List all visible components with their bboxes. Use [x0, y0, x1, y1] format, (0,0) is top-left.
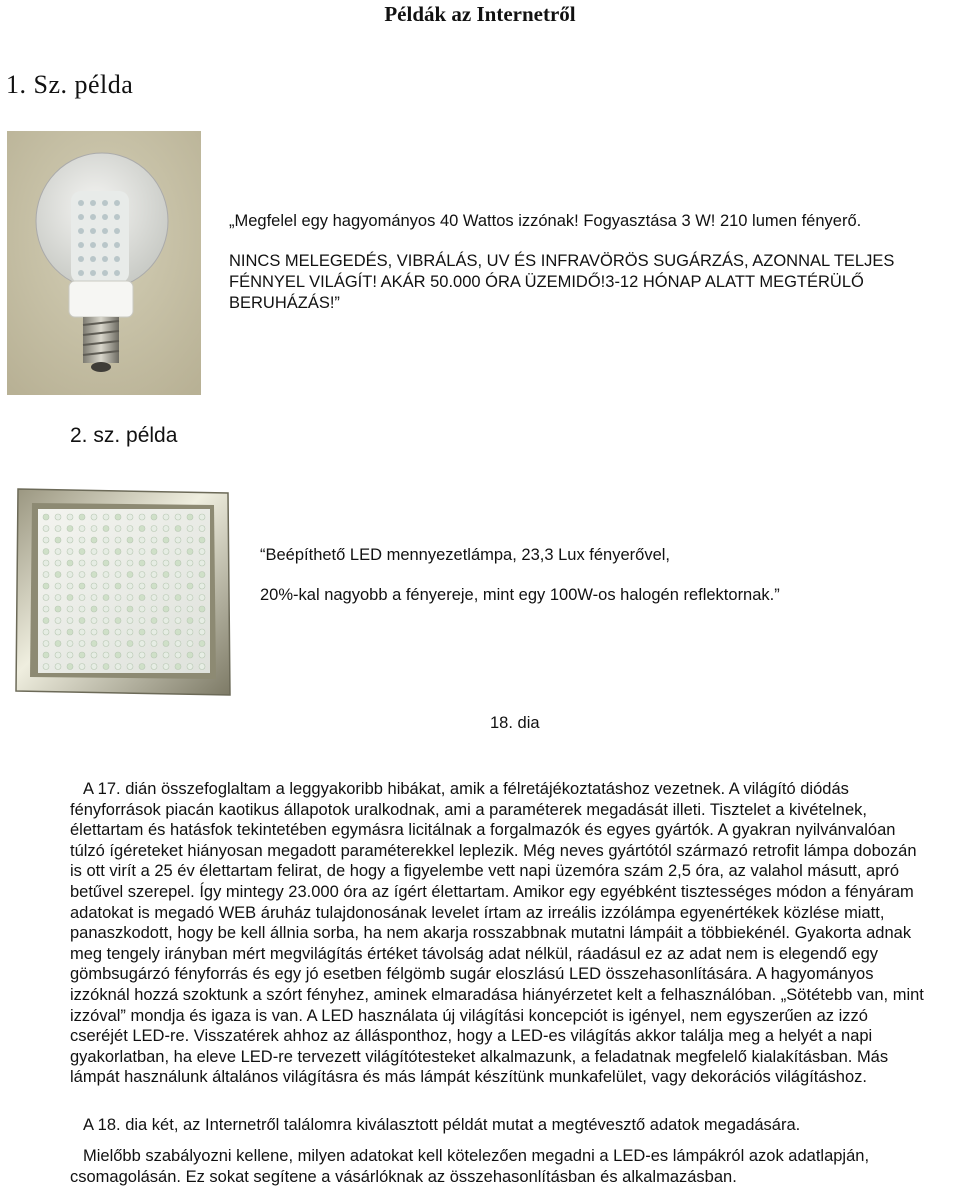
led-dot	[175, 641, 181, 647]
led-dot	[199, 595, 205, 601]
led-dot	[67, 629, 73, 635]
led-dot	[43, 629, 49, 635]
led-dot	[103, 641, 109, 647]
led-dot	[151, 583, 157, 589]
led-dot	[55, 606, 61, 612]
led-dot	[151, 514, 157, 520]
led-dot	[55, 572, 61, 578]
led-dot	[115, 537, 121, 543]
led-dot	[43, 537, 49, 543]
led-dot	[151, 629, 157, 635]
led-ceiling-panel-photo	[14, 487, 232, 697]
led-dot	[67, 583, 73, 589]
led-dot	[199, 629, 205, 635]
led-dot	[91, 560, 97, 566]
led-dot	[103, 664, 109, 670]
body-paragraph-1: A 17. dián összefoglaltam a leggyakoribb hibákat, amik a félretájékoztatáshoz vezetnek. A világító diódás fényforrások piacán kaotikus állapotok uralkodnak, ami a paraméterek megadását illeti. Tisztelet a kivételnek, élettartam és hatásfok tekintetében egymásra licitálnak a forgalmazók és egyes gyártók. A gyakran nyilvánvalóan túlzó ígéreteket hiányosan megadott paraméterekkel leplezik. Még neves gyártótól származó retrofit lámpa dobozán is ott virít a 25 év élettartam felirat, de hogy a figyelembe vett napi üzemóra szám 2,5 óra, az valahol másutt, apró betűvel szerepel. Így mintegy 23.000 óra az ígért élettartam. Amikor egy egyébként tisztességes módon a fényáram adatokat is megadó WEB áruház tulajdonosának levelet írtam az irreális izzólámpa egyenértékek közlése miatt, panaszkodott, hogy be kell állnia sorba, ha nem akarja rosszabbnak mutatni lámpáit a többiekénél. Gyakorta adnak meg tengely irányban mért megvilágítás értéket távolság adat nélkül, ráadásul ez az adat nem is elegendő egy gömbsugárzó fényforrás és egy jó esetben félgömb sugár eloszlású LED összehasonlítására. A hagyományos izzóknál hozzá szoktunk a szórt fényhez, aminek elmaradása hiányérzetet kelt a felhasználóban. „Sötétebb van, mint izzóval” mondja és igaza is van. A LED használata új világítási koncepciót is igényel, nem egyszerűen az izzó cseréjét LED-re. Visszatérek ahhoz az állásponthoz, hogy a LED-es világítás akkor találja meg a helyét a napi gyakorlatban, ha eleve LED-re tervezett világítótesteket alkalmazunk, a feladatnak megfelelő kialakításban. Más lámpát használunk általános világításra és más lámpát készítünk munkafelület, vagy dekorációs világításhoz.	[70, 780, 924, 1087]
led-dot	[115, 618, 121, 624]
led-dot	[139, 641, 145, 647]
led-dot	[139, 549, 145, 555]
led-dot	[79, 629, 85, 635]
led-dot	[79, 606, 85, 612]
led-dot	[175, 549, 181, 555]
led-dot	[67, 641, 73, 647]
led-dot	[115, 549, 121, 555]
led-dot	[127, 595, 133, 601]
led-dot	[43, 606, 49, 612]
led-dot	[79, 618, 85, 624]
led-dot	[199, 641, 205, 647]
led-dot	[175, 606, 181, 612]
led-dot	[151, 641, 157, 647]
led-dot	[55, 641, 61, 647]
led-dot	[79, 652, 85, 658]
led-dot	[199, 606, 205, 612]
led-dot	[187, 560, 193, 566]
led-dot	[127, 618, 133, 624]
led-dot	[175, 526, 181, 532]
led-dot	[115, 641, 121, 647]
led-dot	[55, 526, 61, 532]
example-2-quote-line-2: 20%-kal nagyobb a fényereje, mint egy 100W-os halogén reflektornak.”	[260, 586, 780, 604]
led-dot	[67, 537, 73, 543]
led-dot	[103, 652, 109, 658]
led-dot	[79, 572, 85, 578]
led-dot	[175, 583, 181, 589]
led-dot	[91, 572, 97, 578]
led-dot	[127, 514, 133, 520]
led-dot	[55, 618, 61, 624]
led-dot	[55, 595, 61, 601]
example-1-quote	[229, 211, 960, 314]
led-bulb-photo	[7, 131, 201, 395]
led-dot	[127, 664, 133, 670]
led-dot	[91, 549, 97, 555]
led-dot	[151, 664, 157, 670]
led-dot	[139, 606, 145, 612]
led-dot	[199, 572, 205, 578]
led-dot	[127, 583, 133, 589]
led-dot	[163, 537, 169, 543]
led-dot	[127, 606, 133, 612]
led-dot	[91, 583, 97, 589]
led-dot	[187, 537, 193, 543]
led-dot	[115, 629, 121, 635]
led-dot	[79, 641, 85, 647]
led-dot	[199, 618, 205, 624]
led-dot	[187, 618, 193, 624]
led-dot	[91, 526, 97, 532]
led-dot	[55, 664, 61, 670]
led-dot	[67, 664, 73, 670]
led-dot	[115, 514, 121, 520]
led-dot	[103, 572, 109, 578]
led-dot	[103, 549, 109, 555]
led-dot	[175, 652, 181, 658]
led-dot	[127, 526, 133, 532]
led-dot	[115, 560, 121, 566]
led-dot	[139, 560, 145, 566]
led-dot	[43, 664, 49, 670]
led-dot	[55, 629, 61, 635]
led-dot	[79, 595, 85, 601]
led-dot	[175, 560, 181, 566]
led-dot	[151, 549, 157, 555]
led-dot	[151, 606, 157, 612]
led-dot	[127, 560, 133, 566]
led-dot	[139, 526, 145, 532]
led-dot	[139, 514, 145, 520]
led-dot	[139, 595, 145, 601]
led-dot	[103, 560, 109, 566]
led-dot	[91, 595, 97, 601]
led-dot	[139, 652, 145, 658]
led-dot	[139, 618, 145, 624]
led-dot	[151, 560, 157, 566]
led-dot	[79, 549, 85, 555]
led-dot	[163, 641, 169, 647]
led-dot	[79, 583, 85, 589]
led-dot	[103, 629, 109, 635]
led-dot	[139, 583, 145, 589]
led-dot	[175, 572, 181, 578]
led-dot	[175, 537, 181, 543]
led-dot	[103, 526, 109, 532]
led-dot	[115, 595, 121, 601]
led-dot	[67, 618, 73, 624]
example-2-heading: 2. sz. példa	[70, 424, 178, 447]
led-dot	[43, 583, 49, 589]
led-dot	[163, 560, 169, 566]
led-dot	[43, 526, 49, 532]
led-dot	[199, 583, 205, 589]
led-dot	[199, 514, 205, 520]
led-dot	[55, 514, 61, 520]
led-dot	[67, 514, 73, 520]
led-dot	[43, 560, 49, 566]
led-dot	[55, 560, 61, 566]
page-title: Példák az Internetről	[384, 2, 576, 26]
led-dot	[127, 549, 133, 555]
led-dot	[175, 618, 181, 624]
led-dot	[187, 526, 193, 532]
led-dot	[151, 526, 157, 532]
led-dot	[163, 629, 169, 635]
led-dot	[187, 549, 193, 555]
led-dot	[163, 514, 169, 520]
led-dot	[43, 641, 49, 647]
led-panel-illustration	[14, 487, 232, 697]
led-dot	[55, 549, 61, 555]
led-dot	[127, 652, 133, 658]
led-dot	[43, 595, 49, 601]
led-dot	[91, 641, 97, 647]
led-dot	[43, 572, 49, 578]
led-dot	[199, 652, 205, 658]
led-dot	[91, 629, 97, 635]
led-dot	[175, 664, 181, 670]
led-dot	[187, 664, 193, 670]
led-dot	[151, 537, 157, 543]
led-dot	[199, 664, 205, 670]
led-dot	[127, 537, 133, 543]
led-dot	[175, 514, 181, 520]
led-dot	[91, 664, 97, 670]
led-dot	[55, 583, 61, 589]
led-dot	[163, 664, 169, 670]
led-dot	[115, 583, 121, 589]
led-dot	[103, 606, 109, 612]
led-dot	[115, 572, 121, 578]
led-dot	[115, 652, 121, 658]
led-dot	[79, 664, 85, 670]
led-dot	[199, 560, 205, 566]
led-dot	[163, 549, 169, 555]
led-dot	[199, 526, 205, 532]
led-dot	[163, 583, 169, 589]
led-bulb-illustration	[7, 131, 201, 395]
led-dot	[67, 526, 73, 532]
led-dot	[127, 629, 133, 635]
led-dot	[163, 618, 169, 624]
led-dot	[187, 641, 193, 647]
led-dot	[151, 572, 157, 578]
led-dot	[67, 549, 73, 555]
led-dot	[139, 572, 145, 578]
led-dot	[79, 514, 85, 520]
led-dot	[199, 549, 205, 555]
led-dot	[151, 618, 157, 624]
led-dot	[115, 526, 121, 532]
led-dot	[91, 652, 97, 658]
led-dot	[103, 514, 109, 520]
led-dot	[79, 560, 85, 566]
led-dot	[67, 652, 73, 658]
led-dot	[163, 595, 169, 601]
led-dot	[163, 606, 169, 612]
led-dot	[115, 606, 121, 612]
led-dot	[91, 606, 97, 612]
led-dot	[43, 652, 49, 658]
led-dot	[55, 652, 61, 658]
body-paragraph-2: A 18. dia két, az Internetről találomra kiválasztott példát mutat a megtévesztő adatok megadására.	[83, 1116, 801, 1134]
led-dot	[151, 595, 157, 601]
led-dot	[163, 572, 169, 578]
led-dot	[175, 629, 181, 635]
led-dot	[91, 537, 97, 543]
led-dot	[67, 560, 73, 566]
led-dot	[187, 606, 193, 612]
led-dot	[67, 595, 73, 601]
led-dot	[163, 652, 169, 658]
led-dot	[127, 572, 133, 578]
led-dot	[187, 629, 193, 635]
led-dot	[91, 618, 97, 624]
example-1-heading: 1. Sz. példa	[6, 70, 134, 99]
led-dot	[187, 595, 193, 601]
led-dot	[43, 618, 49, 624]
led-dot	[187, 652, 193, 658]
led-dot	[115, 664, 121, 670]
led-dot	[139, 664, 145, 670]
body-paragraph-3: Mielőbb szabályozni kellene, milyen adatokat kell kötelezően megadni a LED-es lámpákról azok adatlapján, csomagolásán. Ez sokat segítene a vásárlóknak az összehasonlításban és alkalmazásban.	[70, 1147, 870, 1186]
led-dot	[151, 652, 157, 658]
led-dot	[199, 537, 205, 543]
led-dot	[103, 583, 109, 589]
led-dot	[55, 537, 61, 543]
led-dot	[139, 629, 145, 635]
led-dot	[175, 595, 181, 601]
led-dot	[79, 526, 85, 532]
example-2-quote-line-1: “Beépíthető LED mennyezetlámpa, 23,3 Lux fényerővel,	[260, 546, 670, 564]
led-dot	[103, 595, 109, 601]
led-dot	[127, 641, 133, 647]
led-dot	[187, 583, 193, 589]
example-1-quote-line-2: NINCS MELEGEDÉS, VIBRÁLÁS, UV ÉS INFRAVÖRÖS SUGÁRZÁS, AZONNAL TELJES FÉNNYEL VILÁGÍT! AKÁR 50.000 ÓRA ÜZEMIDŐ!3-12 HÓNAP ALATT MEGTÉRÜLŐ BERUHÁZÁS!”	[229, 252, 895, 312]
example-1-quote-line-1: „Megfelel egy hagyományos 40 Wattos izzónak! Fogyasztása 3 W! 210 lumen fényerő.	[229, 212, 862, 230]
example-2-quote	[260, 545, 940, 606]
led-dot	[187, 572, 193, 578]
led-dot	[67, 606, 73, 612]
led-dot	[187, 514, 193, 520]
led-dot	[103, 618, 109, 624]
slide-reference: 18. dia	[490, 714, 540, 732]
led-dot	[43, 514, 49, 520]
led-dot	[163, 526, 169, 532]
led-dot	[43, 549, 49, 555]
led-dot	[139, 537, 145, 543]
led-dot	[91, 514, 97, 520]
led-dot	[67, 572, 73, 578]
led-dot	[79, 537, 85, 543]
led-dot	[103, 537, 109, 543]
